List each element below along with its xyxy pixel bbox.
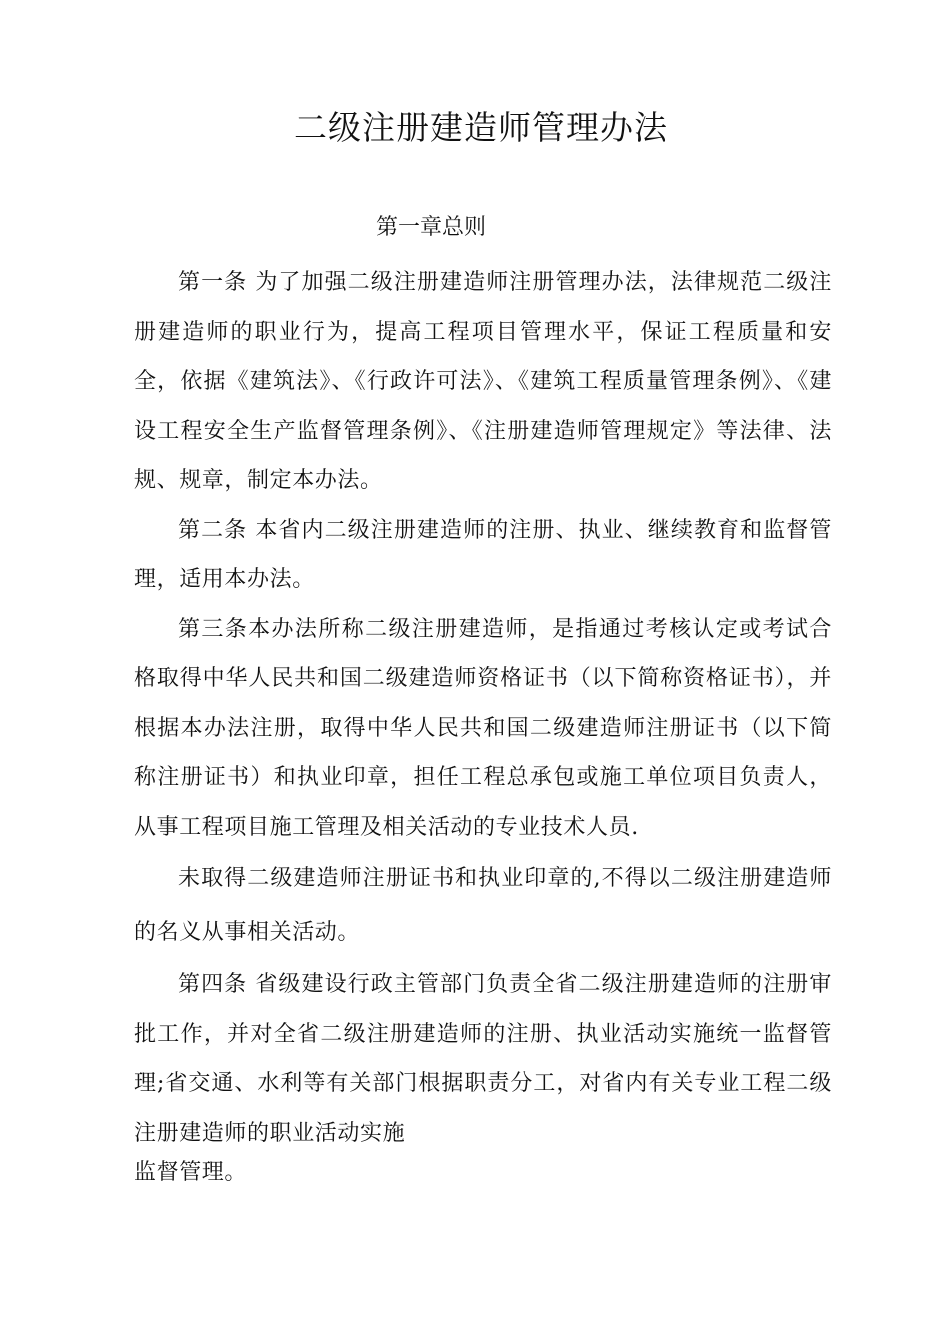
article-3-supplement-paragraph: 未取得二级建造师注册证书和执业印章的,不得以二级注册建造师的名义从事相关活动。: [134, 866, 832, 945]
article-4-tail-line: 监督管理。: [134, 1160, 248, 1185]
document-title: 二级注册建造师管理办法: [294, 108, 668, 147]
article-4-paragraph: 第四条 省级建设行政主管部门负责全省二级注册建造师的注册审批工作，并对全省二级注册建造师的注册、执业活动实施统一监督管理;省交通、水利等有关部门根据职责分工，对省内有关专业工程二级注册建造师的职业活动实施: [134, 972, 832, 1146]
document-body: [134, 258, 832, 1188]
article-2-paragraph: 第二条 本省内二级注册建造师的注册、执业、继续教育和监督管理，适用本办法。: [134, 517, 832, 592]
chapter-heading: 第一章总则: [376, 215, 487, 240]
article-3-paragraph: 第三条本办法所称二级注册建造师，是指通过考核认定或考试合格取得中华人民共和国二级建造师资格证书（以下简称资格证书），并根据本办法注册，取得中华人民共和国二级建造师注册证书（以下简称注册证书）和执业印章，担任工程总承包或施工单位项目负责人，从事工程项目施工管理及相关活动的专业技术人员.: [134, 616, 832, 840]
article-1-paragraph: 第一条 为了加强二级注册建造师注册管理办法，法律规范二级注册建造师的职业行为，提高工程项目管理水平，保证工程质量和安全，依据《建筑法》、《行政许可法》、《建筑工程质量管理条例》、《建设工程安全生产监督管理条例》、《注册建造师管理规定》等法律、法规、规章，制定本办法。: [134, 270, 832, 493]
